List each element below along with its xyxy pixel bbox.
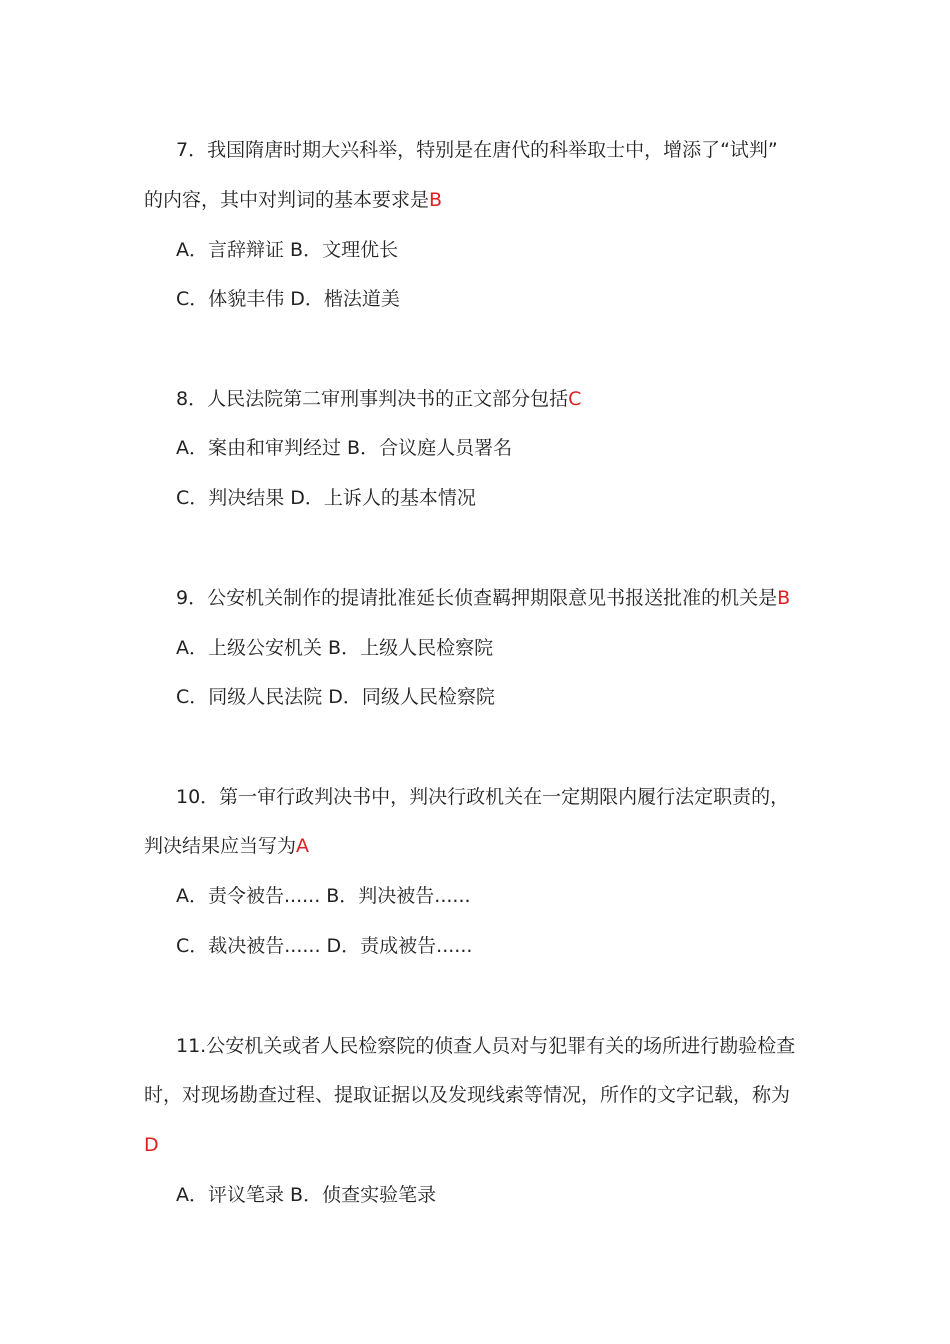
question-text-line bbox=[144, 187, 442, 213]
option-line: C．体貌丰伟 D．楷法道美 bbox=[176, 288, 400, 310]
option-line: A．案由和审判经过 B．合议庭人员署名 bbox=[176, 437, 513, 459]
question-text: 的内容，其中对判词的基本要求是 bbox=[144, 189, 430, 211]
answer-key: B bbox=[429, 189, 443, 211]
answer-key: C bbox=[568, 388, 582, 410]
question-text-line: 7．我国隋唐时期大兴科举，特别是在唐代的科举取士中，增添了“试判” bbox=[176, 139, 778, 161]
option-line: A．上级公安机关 B．上级人民检察院 bbox=[176, 637, 494, 659]
option-line: C．裁决被告...... D．责成被告...... bbox=[176, 935, 473, 957]
answer-key: A bbox=[296, 835, 310, 857]
question-text-line bbox=[144, 1132, 159, 1158]
question-text-line bbox=[176, 585, 790, 611]
question-text-line bbox=[144, 833, 309, 859]
option-line: A．责令被告...... B．判决被告...... bbox=[176, 885, 471, 907]
answer-key: D bbox=[144, 1134, 159, 1156]
question-text: 判决结果应当写为 bbox=[144, 835, 297, 857]
option-line: A．评议笔录 B．侦查实验笔录 bbox=[176, 1184, 437, 1206]
question-text: 8．人民法院第二审刑事判决书的正文部分包括 bbox=[176, 388, 569, 410]
question-text: 9．公安机关制作的提请批准延长侦查羁押期限意见书报送批准的机关是 bbox=[176, 587, 778, 609]
question-text-line: 10．第一审行政判决书中，判决行政机关在一定期限内履行法定职责的， bbox=[176, 786, 790, 808]
option-line: C．同级人民法院 D．同级人民检察院 bbox=[176, 686, 495, 708]
question-text-line: 时，对现场勘查过程、提取证据以及发现线索等情况，所作的文字记载，称为 bbox=[144, 1084, 791, 1106]
question-text-line: 11.公安机关或者人民检察院的侦查人员对与犯罪有关的场所进行勘验检查 bbox=[176, 1035, 796, 1057]
option-line: A．言辞辩证 B．文理优长 bbox=[176, 239, 399, 261]
option-line: C．判决结果 D．上诉人的基本情况 bbox=[176, 487, 476, 509]
question-text-line bbox=[176, 386, 581, 412]
answer-key: B bbox=[777, 587, 791, 609]
